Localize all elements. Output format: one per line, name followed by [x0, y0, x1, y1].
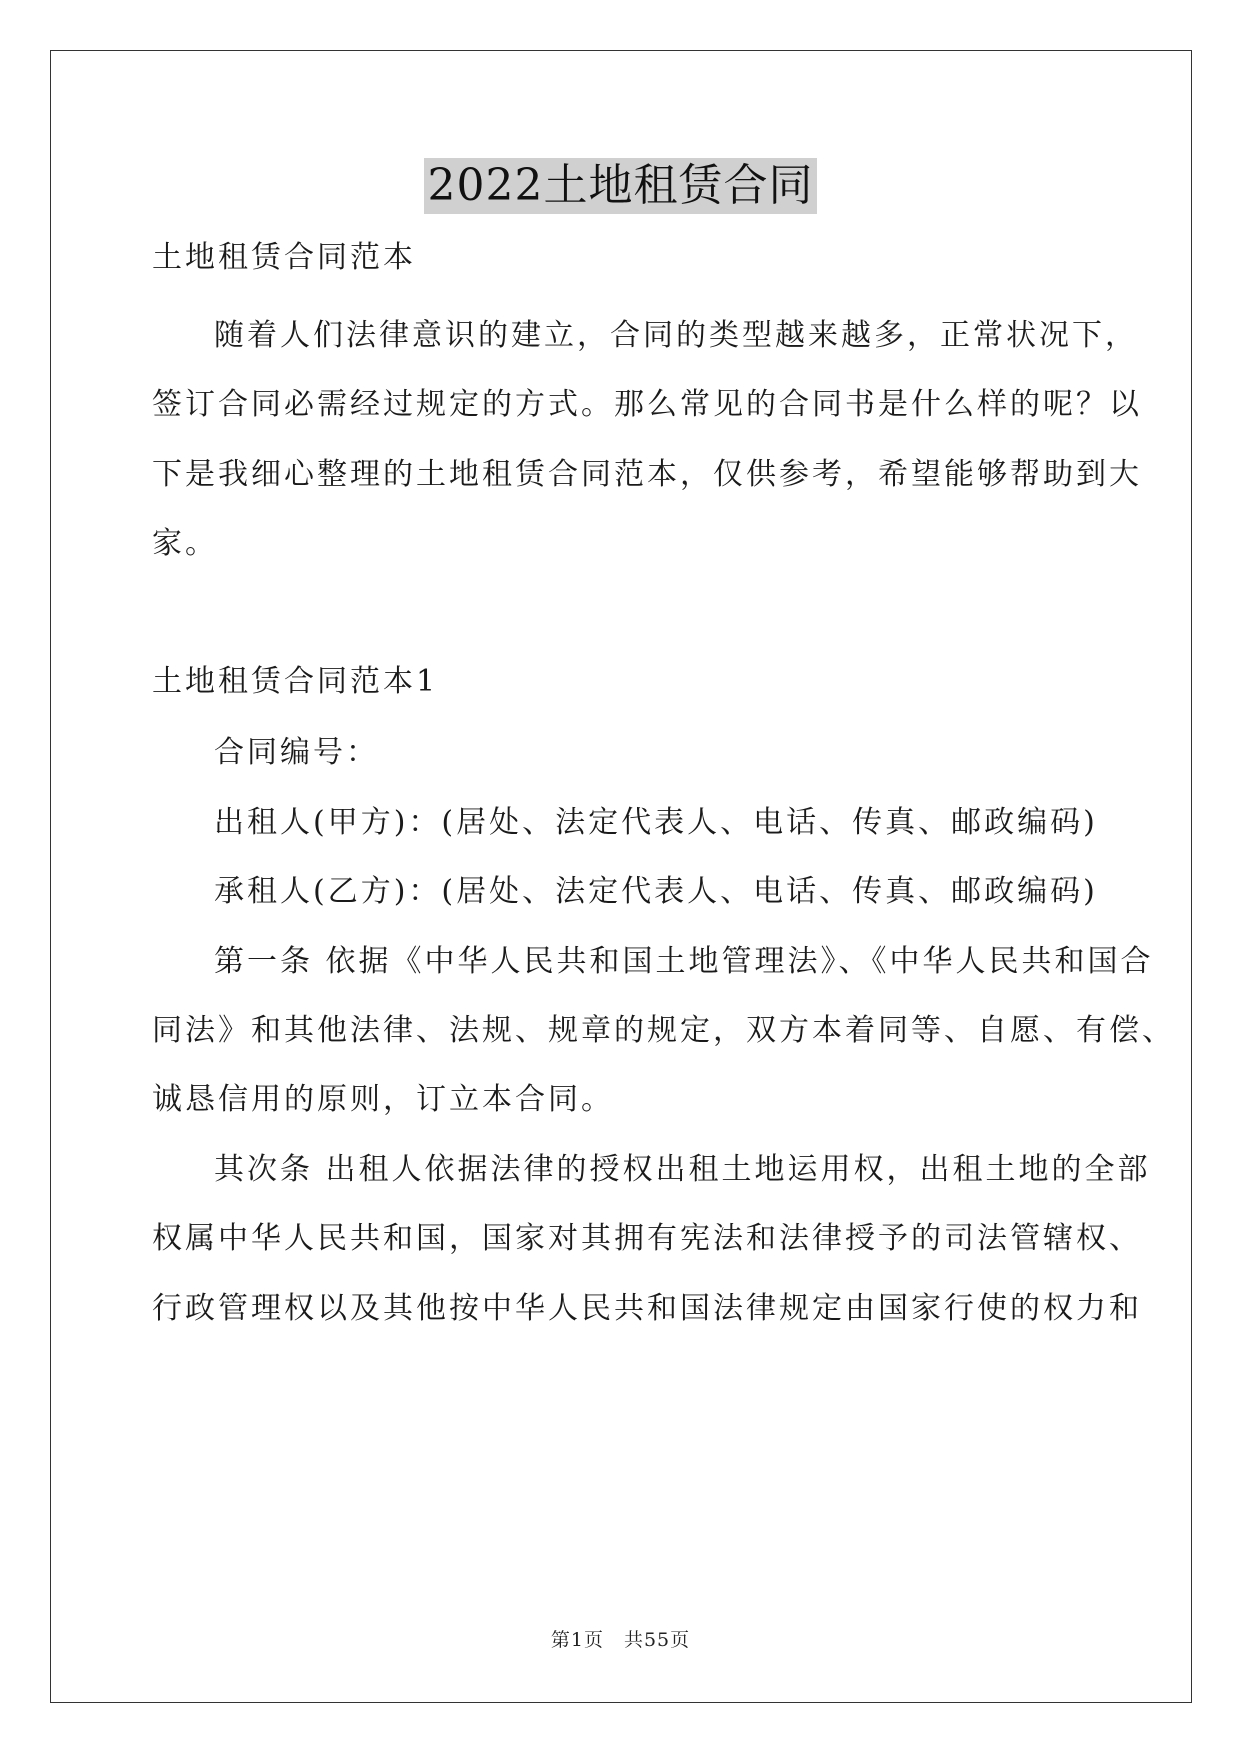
- contract-number-label: 合同编号：: [214, 735, 379, 770]
- article-1-line: 诚恳信用的原则，订立本合同。: [152, 1082, 614, 1117]
- article-2-line: 行政管理权以及其他按中华人民共和国法律规定由国家行使的权力和: [152, 1291, 1142, 1326]
- article-1-line: 同法》和其他法律、法规、规章的规定，双方本着同等、自愿、有偿、: [152, 1013, 1175, 1048]
- article-1-line: 第一条 依据《中华人民共和国土地管理法》、《中华人民共和国合: [214, 944, 1154, 979]
- paragraph-line: 随着人们法律意识的建立，合同的类型越来越多，正常状况下，: [214, 318, 1138, 353]
- lessor-line: 出租人(甲方)：(居处、法定代表人、电话、传真、邮政编码): [214, 805, 1098, 840]
- paragraph-line: 家。: [152, 526, 218, 561]
- page-number-footer: 第1页 共55页: [550, 1629, 691, 1651]
- article-2-line: 其次条 出租人依据法律的授权出租土地运用权，出租土地的全部: [214, 1152, 1151, 1187]
- document-title: 2022土地租赁合同: [424, 158, 818, 214]
- lessee-line: 承租人(乙方)：(居处、法定代表人、电话、传真、邮政编码): [214, 874, 1098, 909]
- section-heading-template-1: 土地租赁合同范本1: [152, 664, 439, 699]
- article-2-line: 权属中华人民共和国，国家对其拥有宪法和法律授予的司法管辖权、: [152, 1221, 1142, 1256]
- paragraph-line: 下是我细心整理的土地租赁合同范本，仅供参考，希望能够帮助到大: [152, 457, 1142, 492]
- document-title-container: [0, 158, 1241, 214]
- paragraph-line: 签订合同必需经过规定的方式。那么常见的合同书是什么样的呢？以: [152, 387, 1142, 422]
- section-heading-template: 土地租赁合同范本: [152, 240, 416, 275]
